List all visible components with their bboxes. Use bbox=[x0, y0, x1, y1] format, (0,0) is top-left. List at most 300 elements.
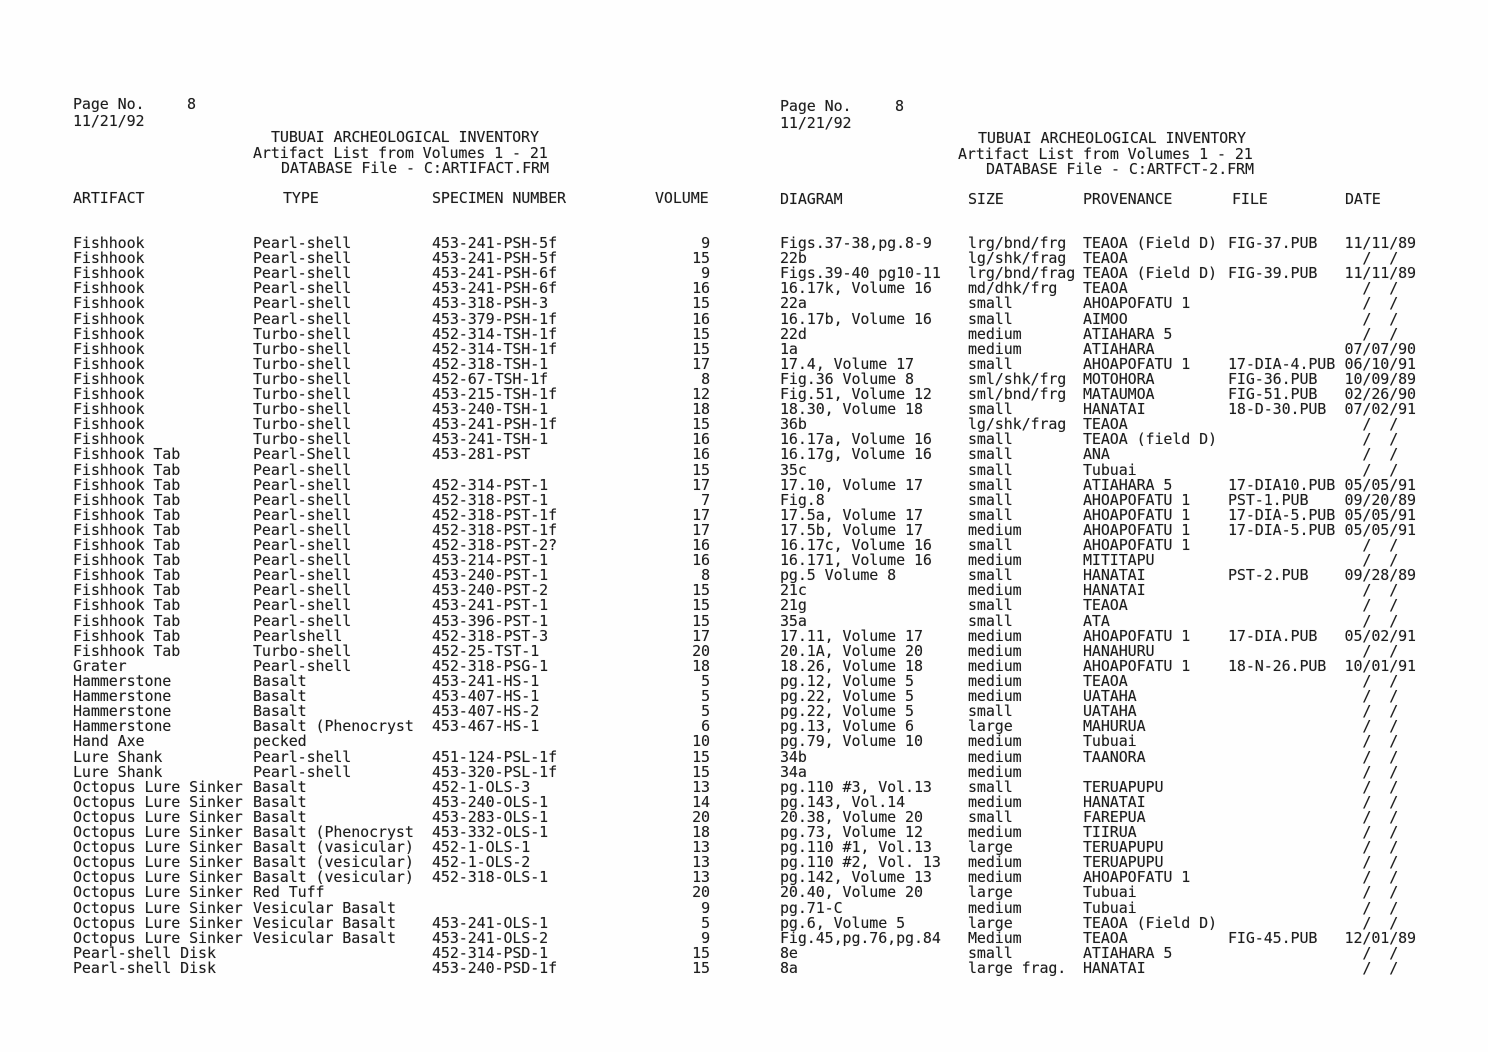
cell-volume: 9 bbox=[701, 928, 710, 947]
cell-date: / / bbox=[1344, 279, 1416, 298]
cell-specimen-number: 453-240-PST-1 bbox=[432, 566, 549, 585]
cell-size: lrg/bnd/frg bbox=[968, 234, 1067, 252]
cell-date: / / bbox=[1344, 732, 1416, 751]
cell-file: FIG-45.PUB bbox=[1228, 928, 1318, 947]
cell-type: Vesicular Basalt bbox=[253, 928, 396, 947]
cell-artifact: Fishhook Tab bbox=[73, 596, 181, 615]
cell-provenance: TAANORA bbox=[1083, 747, 1146, 766]
cell-specimen-number: 453-240-TSH-1 bbox=[432, 400, 549, 419]
cell-type: Basalt (vesicular) bbox=[253, 868, 414, 887]
cell-date: 11/11/89 bbox=[1344, 264, 1416, 283]
cell-date: / / bbox=[1344, 249, 1416, 268]
cell-diagram: pg.22, Volume 5 bbox=[780, 702, 914, 721]
cell-specimen-number: 453-320-PSL-1f bbox=[432, 762, 558, 781]
cell-size: medium bbox=[968, 732, 1022, 751]
cell-diagram: 17.11, Volume 17 bbox=[780, 626, 923, 645]
cell-artifact: Fishhook bbox=[73, 324, 145, 343]
cell-provenance: ANA bbox=[1083, 445, 1110, 464]
cell-type: Vesicular Basalt bbox=[253, 898, 396, 917]
cell-provenance: UATAHA bbox=[1083, 687, 1137, 706]
cell-artifact: Fishhook bbox=[73, 264, 145, 283]
cell-specimen-number: 452-318-PST-3 bbox=[432, 626, 549, 645]
cell-diagram: pg.13, Volume 6 bbox=[780, 717, 914, 736]
cell-provenance: MOTOHORA bbox=[1083, 369, 1155, 388]
cell-diagram: pg.22, Volume 5 bbox=[780, 687, 914, 706]
cell-type: Pearl-shell bbox=[253, 656, 352, 675]
cell-provenance: HANAHURU bbox=[1083, 641, 1155, 660]
cell-artifact: Fishhook Tab bbox=[73, 536, 181, 555]
cell-volume: 18 bbox=[692, 400, 710, 419]
cell-provenance: HANATAI bbox=[1083, 400, 1146, 419]
cell-date: / / bbox=[1344, 853, 1416, 872]
cell-size: medium bbox=[968, 898, 1022, 917]
cell-size: medium bbox=[968, 853, 1022, 872]
cell-size: small bbox=[968, 943, 1013, 962]
cell-size: small bbox=[968, 702, 1013, 721]
cell-diagram: 1a bbox=[780, 339, 798, 358]
cell-date: / / bbox=[1344, 823, 1416, 842]
cell-specimen-number: 453-241-PSH-5f bbox=[432, 234, 558, 252]
cell-diagram: 16.17b, Volume 16 bbox=[780, 309, 932, 328]
cell-specimen-number: 453-241-PSH-5f bbox=[432, 249, 558, 268]
cell-artifact: Fishhook Tab bbox=[73, 626, 181, 645]
cell-diagram: pg.110 #3, Vol.13 bbox=[780, 777, 932, 796]
cell-size: medium bbox=[968, 324, 1022, 343]
cell-volume: 16 bbox=[692, 309, 710, 328]
cell-size: sml/shk/frg bbox=[968, 369, 1067, 388]
cell-size: large bbox=[968, 717, 1013, 736]
column-header-volume: VOLUME bbox=[655, 189, 709, 207]
cell-size: large bbox=[968, 838, 1013, 857]
cell-volume: 7 bbox=[701, 490, 710, 509]
cell-provenance: ATIAHARA bbox=[1083, 339, 1155, 358]
cell-artifact: Fishhook bbox=[73, 339, 145, 358]
cell-volume: 16 bbox=[692, 445, 710, 464]
cell-artifact: Hammerstone bbox=[73, 717, 172, 736]
cell-artifact: Octopus Lure Sinker bbox=[73, 777, 243, 796]
cell-specimen-number: 453-241-PST-1 bbox=[432, 596, 549, 615]
cell-date: / / bbox=[1344, 777, 1416, 796]
cell-size: small bbox=[968, 475, 1013, 494]
cell-size: small bbox=[968, 445, 1013, 464]
cell-date: 05/05/91 bbox=[1344, 520, 1416, 539]
cell-size: small bbox=[968, 596, 1013, 615]
cell-size: small bbox=[968, 490, 1013, 509]
cell-specimen-number: 453-379-PSH-1f bbox=[432, 309, 558, 328]
cell-date: 10/09/89 bbox=[1344, 369, 1416, 388]
cell-diagram: 16.17g, Volume 16 bbox=[780, 445, 932, 464]
cell-type: Basalt bbox=[253, 687, 307, 706]
cell-provenance: MITITAPU bbox=[1083, 551, 1155, 570]
cell-date: / / bbox=[1344, 460, 1416, 479]
cell-size: large bbox=[968, 913, 1013, 932]
cell-artifact: Fishhook bbox=[73, 279, 145, 298]
cell-provenance: TEAOA bbox=[1083, 596, 1128, 615]
cell-diagram: 18.30, Volume 18 bbox=[780, 400, 923, 419]
cell-specimen-number: 452-1-OLS-3 bbox=[432, 777, 531, 796]
cell-size: lg/shk/frag bbox=[968, 415, 1067, 434]
cell-type: Pearl-shell bbox=[253, 747, 352, 766]
cell-diagram: Fig.51, Volume 12 bbox=[780, 385, 932, 404]
cell-diagram: Fig.8 bbox=[780, 490, 825, 509]
cell-size: medium bbox=[968, 823, 1022, 842]
cell-diagram: 18.26, Volume 18 bbox=[780, 656, 923, 675]
cell-type: Pearl-shell bbox=[253, 762, 352, 781]
cell-size: small bbox=[968, 807, 1013, 826]
cell-artifact: Hand Axe bbox=[73, 732, 145, 751]
cell-volume: 15 bbox=[692, 324, 710, 343]
cell-provenance: Tubuai bbox=[1083, 460, 1137, 479]
cell-specimen-number: 452-318-PST-1 bbox=[432, 490, 549, 509]
cell-type: Basalt (Phenocryst bbox=[253, 823, 414, 842]
cell-volume: 16 bbox=[692, 279, 710, 298]
cell-date: 07/07/90 bbox=[1344, 339, 1416, 358]
cell-type: pecked bbox=[253, 732, 307, 751]
cell-diagram: 34b bbox=[780, 747, 807, 766]
cell-provenance: AHOAPOFATU 1 bbox=[1083, 536, 1191, 555]
cell-specimen-number: 452-1-OLS-1 bbox=[432, 838, 531, 857]
cell-type: Pearl-shell bbox=[253, 596, 352, 615]
cell-provenance: TEAOA bbox=[1083, 415, 1128, 434]
cell-volume: 15 bbox=[692, 249, 710, 268]
cell-type: Turbo-shell bbox=[253, 400, 352, 419]
cell-diagram: 16.17a, Volume 16 bbox=[780, 430, 932, 449]
cell-size: small bbox=[968, 536, 1013, 555]
cell-diagram: 16.17k, Volume 16 bbox=[780, 279, 932, 298]
cell-file: 18-N-26.PUB bbox=[1228, 656, 1327, 675]
cell-date: / / bbox=[1344, 294, 1416, 313]
cell-provenance: TEAOA (field D) bbox=[1083, 430, 1217, 449]
cell-specimen-number: 453-241-HS-1 bbox=[432, 672, 540, 691]
cell-provenance: HANATAI bbox=[1083, 958, 1146, 977]
cell-specimen-number: 453-241-PSH-6f bbox=[432, 279, 558, 298]
cell-date: / / bbox=[1344, 430, 1416, 449]
cell-specimen-number: 451-124-PSL-1f bbox=[432, 747, 558, 766]
cell-provenance: AHOAPOFATU 1 bbox=[1083, 626, 1191, 645]
cell-size: small bbox=[968, 460, 1013, 479]
cell-artifact: Fishhook bbox=[73, 400, 145, 419]
cell-date: / / bbox=[1344, 445, 1416, 464]
cell-specimen-number: 453-214-PST-1 bbox=[432, 551, 549, 570]
cell-date: / / bbox=[1344, 415, 1416, 434]
cell-specimen-number: 452-318-PSG-1 bbox=[432, 656, 549, 675]
cell-provenance: Tubuai bbox=[1083, 732, 1137, 751]
cell-size: large frag. bbox=[968, 958, 1067, 977]
cell-file: FIG-36.PUB bbox=[1228, 369, 1318, 388]
cell-type: Basalt bbox=[253, 792, 307, 811]
cell-provenance: TEAOA bbox=[1083, 928, 1128, 947]
cell-date: / / bbox=[1344, 792, 1416, 811]
cell-diagram: 17.4, Volume 17 bbox=[780, 354, 914, 373]
cell-specimen-number: 452-314-PSD-1 bbox=[432, 943, 549, 962]
cell-artifact: Grater bbox=[73, 656, 127, 675]
cell-artifact: Fishhook bbox=[73, 234, 145, 252]
cell-artifact: Octopus Lure Sinker bbox=[73, 792, 243, 811]
cell-volume: 20 bbox=[692, 883, 710, 902]
cell-size: small bbox=[968, 611, 1013, 630]
cell-volume: 15 bbox=[692, 943, 710, 962]
cell-file: PST-1.PUB bbox=[1228, 490, 1309, 509]
cell-date: / / bbox=[1344, 672, 1416, 691]
cell-volume: 9 bbox=[701, 898, 710, 917]
cell-type: Pearl-shell bbox=[253, 234, 352, 252]
cell-type: Turbo-shell bbox=[253, 339, 352, 358]
cell-provenance: TEAOA bbox=[1083, 249, 1128, 268]
page-number-label: Page No. bbox=[780, 97, 852, 115]
cell-artifact: Octopus Lure Sinker bbox=[73, 838, 243, 857]
cell-provenance: TEAOA (Field D) bbox=[1083, 234, 1217, 252]
cell-diagram: 17.10, Volume 17 bbox=[780, 475, 923, 494]
cell-volume: 16 bbox=[692, 551, 710, 570]
cell-size: medium bbox=[968, 792, 1022, 811]
cell-provenance: TEAOA (Field D) bbox=[1083, 913, 1217, 932]
cell-date: / / bbox=[1344, 324, 1416, 343]
cell-provenance: AHOAPOFATU 1 bbox=[1083, 520, 1191, 539]
cell-specimen-number: 453-281-PST bbox=[432, 445, 531, 464]
cell-provenance: TEAOA bbox=[1083, 279, 1128, 298]
cell-date: / / bbox=[1344, 747, 1416, 766]
cell-artifact: Hammerstone bbox=[73, 702, 172, 721]
cell-diagram: 34a bbox=[780, 762, 807, 781]
column-header-date: DATE bbox=[1345, 190, 1381, 208]
cell-volume: 17 bbox=[692, 475, 710, 494]
cell-date: / / bbox=[1344, 551, 1416, 570]
cell-artifact: Fishhook bbox=[73, 249, 145, 268]
cell-volume: 17 bbox=[692, 354, 710, 373]
cell-provenance: ATA bbox=[1083, 611, 1110, 630]
cell-artifact: Fishhook Tab bbox=[73, 566, 181, 585]
cell-volume: 17 bbox=[692, 626, 710, 645]
cell-volume: 9 bbox=[701, 264, 710, 283]
cell-provenance: HANATAI bbox=[1083, 792, 1146, 811]
cell-specimen-number: 453-241-TSH-1 bbox=[432, 430, 549, 449]
cell-date: 05/02/91 bbox=[1344, 626, 1416, 645]
cell-type: Turbo-shell bbox=[253, 354, 352, 373]
cell-provenance: TEAOA bbox=[1083, 672, 1128, 691]
page-number-value: 8 bbox=[895, 97, 904, 115]
cell-specimen-number: 453-318-PSH-3 bbox=[432, 294, 549, 313]
cell-type: Red Tuff bbox=[253, 883, 325, 902]
cell-volume: 15 bbox=[692, 762, 710, 781]
cell-specimen-number: 453-215-TSH-1f bbox=[432, 385, 558, 404]
cell-specimen-number: 452-25-TST-1 bbox=[432, 641, 540, 660]
cell-volume: 8 bbox=[701, 566, 710, 585]
cell-file: FIG-51.PUB bbox=[1228, 385, 1318, 404]
cell-date: / / bbox=[1344, 958, 1416, 977]
cell-specimen-number: 453-241-OLS-1 bbox=[432, 913, 549, 932]
cell-diagram: 16.171, Volume 16 bbox=[780, 551, 932, 570]
cell-artifact: Fishhook bbox=[73, 309, 145, 328]
cell-artifact: Octopus Lure Sinker bbox=[73, 853, 243, 872]
cell-date: / / bbox=[1344, 762, 1416, 781]
cell-type: Pearl-shell bbox=[253, 309, 352, 328]
cell-date: / / bbox=[1344, 641, 1416, 660]
column-header-size: SIZE bbox=[968, 190, 1004, 208]
cell-specimen-number: 452-314-PST-1 bbox=[432, 475, 549, 494]
cell-volume: 15 bbox=[692, 596, 710, 615]
cell-date: / / bbox=[1344, 309, 1416, 328]
cell-file: 17-DIA-5.PUB bbox=[1228, 520, 1336, 539]
cell-artifact: Fishhook Tab bbox=[73, 460, 181, 479]
database-file-line: DATABASE File - C:ARTIFACT.FRM bbox=[281, 159, 549, 177]
cell-size: lg/shk/frag bbox=[968, 249, 1067, 268]
cell-date: / / bbox=[1344, 687, 1416, 706]
cell-provenance: TEAOA (Field D) bbox=[1083, 264, 1217, 283]
cell-provenance: TERUAPUPU bbox=[1083, 838, 1164, 857]
cell-volume: 17 bbox=[692, 505, 710, 524]
cell-artifact: Fishhook bbox=[73, 430, 145, 449]
cell-type: Turbo-shell bbox=[253, 415, 352, 434]
cell-diagram: pg.12, Volume 5 bbox=[780, 672, 914, 691]
cell-diagram: pg.142, Volume 13 bbox=[780, 868, 932, 887]
cell-artifact: Fishhook Tab bbox=[73, 641, 181, 660]
cell-volume: 15 bbox=[692, 415, 710, 434]
cell-provenance: AHOAPOFATU 1 bbox=[1083, 294, 1191, 313]
cell-volume: 17 bbox=[692, 520, 710, 539]
cell-diagram: 17.5a, Volume 17 bbox=[780, 505, 923, 524]
cell-diagram: pg.143, Vol.14 bbox=[780, 792, 906, 811]
cell-date: 02/26/90 bbox=[1344, 385, 1416, 404]
database-file-line: DATABASE File - C:ARTFCT-2.FRM bbox=[986, 160, 1254, 178]
cell-type: Basalt bbox=[253, 777, 307, 796]
report-title: TUBUAI ARCHEOLOGICAL INVENTORY bbox=[271, 128, 539, 146]
cell-size: large bbox=[968, 883, 1013, 902]
cell-provenance: Tubuai bbox=[1083, 883, 1137, 902]
cell-provenance: AIMOO bbox=[1083, 309, 1128, 328]
cell-size: small bbox=[968, 505, 1013, 524]
print-date: 11/21/92 bbox=[73, 112, 145, 130]
cell-diagram: Fig.45,pg.76,pg.84 bbox=[780, 928, 941, 947]
cell-volume: 13 bbox=[692, 853, 710, 872]
cell-date: 05/05/91 bbox=[1344, 475, 1416, 494]
cell-file: 18-D-30.PUB bbox=[1228, 400, 1327, 419]
cell-diagram: pg.71-C bbox=[780, 898, 843, 917]
cell-size: medium bbox=[968, 339, 1022, 358]
cell-volume: 18 bbox=[692, 823, 710, 842]
cell-type: Pearl-shell bbox=[253, 460, 352, 479]
cell-type: Pearl-shell bbox=[253, 249, 352, 268]
cell-type: Pearl-shell bbox=[253, 611, 352, 630]
cell-date: / / bbox=[1344, 868, 1416, 887]
cell-specimen-number: 453-240-PSD-1f bbox=[432, 958, 558, 977]
cell-type: Pearl-shell bbox=[253, 505, 352, 524]
cell-file: 17-DIA-4.PUB bbox=[1228, 354, 1336, 373]
cell-artifact: Fishhook Tab bbox=[73, 581, 181, 600]
column-header-diagram: DIAGRAM bbox=[780, 190, 843, 208]
cell-type: Pearl-shell bbox=[253, 581, 352, 600]
cell-size: sml/bnd/frg bbox=[968, 385, 1067, 404]
cell-artifact: Octopus Lure Sinker bbox=[73, 913, 243, 932]
cell-date: 09/20/89 bbox=[1344, 490, 1416, 509]
cell-type: Basalt bbox=[253, 702, 307, 721]
cell-date: 10/01/91 bbox=[1344, 656, 1416, 675]
cell-date: 12/01/89 bbox=[1344, 928, 1416, 947]
cell-artifact: Octopus Lure Sinker bbox=[73, 898, 243, 917]
cell-date: 09/28/89 bbox=[1344, 566, 1416, 585]
cell-diagram: 16.17c, Volume 16 bbox=[780, 536, 932, 555]
cell-artifact: Fishhook Tab bbox=[73, 505, 181, 524]
cell-diagram: 21g bbox=[780, 596, 807, 615]
cell-date: 05/05/91 bbox=[1344, 505, 1416, 524]
report-subtitle: Artifact List from Volumes 1 - 21 bbox=[958, 145, 1253, 163]
cell-type: Turbo-shell bbox=[253, 641, 352, 660]
cell-artifact: Hammerstone bbox=[73, 687, 172, 706]
cell-diagram: Figs.39-40 pg10-11 bbox=[780, 264, 941, 283]
cell-artifact: Fishhook bbox=[73, 415, 145, 434]
cell-specimen-number: 452-67-TSH-1f bbox=[432, 369, 549, 388]
cell-type: Basalt (vesicular) bbox=[253, 853, 414, 872]
cell-diagram: 21c bbox=[780, 581, 807, 600]
cell-specimen-number: 452-318-OLS-1 bbox=[432, 868, 549, 887]
cell-volume: 15 bbox=[692, 581, 710, 600]
cell-type: Vesicular Basalt bbox=[253, 913, 396, 932]
cell-diagram: 17.5b, Volume 17 bbox=[780, 520, 923, 539]
cell-diagram: Fig.36 Volume 8 bbox=[780, 369, 914, 388]
cell-specimen-number: 453-283-OLS-1 bbox=[432, 807, 549, 826]
cell-specimen-number: 453-396-PST-1 bbox=[432, 611, 549, 630]
cell-artifact: Fishhook Tab bbox=[73, 490, 181, 509]
cell-volume: 16 bbox=[692, 536, 710, 555]
cell-artifact: Fishhook Tab bbox=[73, 445, 181, 464]
cell-type: Basalt (vasicular) bbox=[253, 838, 414, 857]
cell-volume: 13 bbox=[692, 838, 710, 857]
cell-size: medium bbox=[968, 747, 1022, 766]
cell-volume: 5 bbox=[701, 702, 710, 721]
cell-artifact: Fishhook Tab bbox=[73, 551, 181, 570]
cell-provenance: MATAUMOA bbox=[1083, 385, 1155, 404]
cell-diagram: 20.38, Volume 20 bbox=[780, 807, 923, 826]
cell-artifact: Octopus Lure Sinker bbox=[73, 883, 243, 902]
cell-specimen-number: 453-241-PSH-6f bbox=[432, 264, 558, 283]
cell-date: / / bbox=[1344, 838, 1416, 857]
cell-volume: 13 bbox=[692, 868, 710, 887]
cell-artifact: Hammerstone bbox=[73, 672, 172, 691]
column-header-type: TYPE bbox=[283, 189, 319, 207]
cell-specimen-number: 453-241-OLS-2 bbox=[432, 928, 549, 947]
report-subtitle: Artifact List from Volumes 1 - 21 bbox=[253, 144, 548, 162]
cell-size: small bbox=[968, 566, 1013, 585]
cell-volume: 18 bbox=[692, 656, 710, 675]
cell-volume: 5 bbox=[701, 913, 710, 932]
cell-diagram: 36b bbox=[780, 415, 807, 434]
cell-date: / / bbox=[1344, 596, 1416, 615]
cell-type: Pearl-shell bbox=[253, 475, 352, 494]
cell-size: medium bbox=[968, 672, 1022, 691]
cell-file: PST-2.PUB bbox=[1228, 566, 1309, 585]
cell-type: Turbo-shell bbox=[253, 324, 352, 343]
page-number-value: 8 bbox=[187, 95, 196, 113]
cell-volume: 13 bbox=[692, 777, 710, 796]
cell-date: / / bbox=[1344, 611, 1416, 630]
cell-provenance: HANATAI bbox=[1083, 581, 1146, 600]
column-header-artifact: ARTIFACT bbox=[73, 189, 145, 207]
cell-date: 07/02/91 bbox=[1344, 400, 1416, 419]
cell-size: small bbox=[968, 400, 1013, 419]
cell-diagram: 22b bbox=[780, 249, 807, 268]
cell-type: Basalt (Phenocryst bbox=[253, 717, 414, 736]
cell-artifact: Fishhook Tab bbox=[73, 520, 181, 539]
cell-artifact: Lure Shank bbox=[73, 762, 163, 781]
cell-provenance: AHOAPOFATU 1 bbox=[1083, 354, 1191, 373]
cell-type: Turbo-shell bbox=[253, 369, 352, 388]
cell-type: Pearl-shell bbox=[253, 294, 352, 313]
cell-specimen-number: 452-314-TSH-1f bbox=[432, 324, 558, 343]
cell-provenance: ATIAHARA 5 bbox=[1083, 943, 1173, 962]
cell-type: Pearl-shell bbox=[253, 520, 352, 539]
cell-artifact: Fishhook bbox=[73, 294, 145, 313]
cell-type: Pearl-shell bbox=[253, 551, 352, 570]
cell-size: medium bbox=[968, 551, 1022, 570]
